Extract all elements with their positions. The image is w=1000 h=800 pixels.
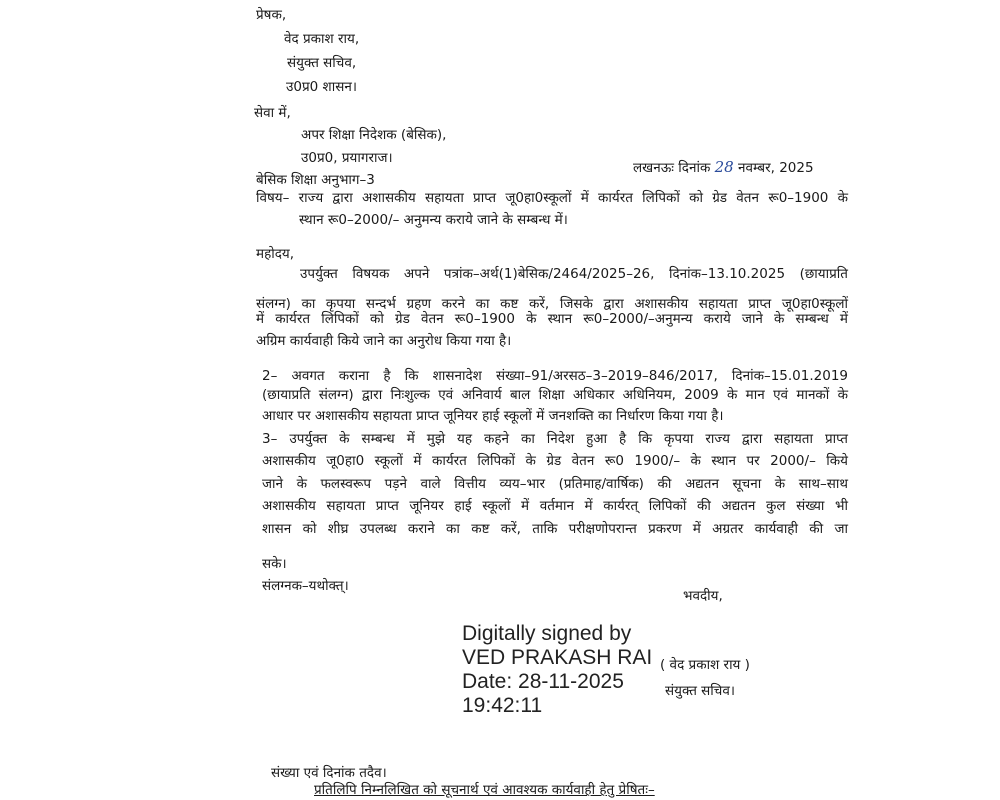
- para3-line-5: शासन को शीघ्र उपलब्ध कराने का कष्ट करें, ताकि परीक्षणोपरान्त प्रकरण में अग्रतर कार्यवाही की जा: [262, 521, 848, 537]
- closing-yours: भवदीय,: [683, 588, 723, 604]
- para1-line-1: उपर्युक्त विषयक अपने पत्रांक–अर्थ(1)बेसिक/2464/2025–26, दिनांक–13.10.2025 (छायाप्रति: [300, 266, 848, 282]
- salutation: महोदय,: [256, 246, 295, 262]
- sender-name: वेद प्रकाश राय,: [284, 31, 360, 47]
- reference-number-line: संख्या एवं दिनांक तदैव।: [271, 765, 387, 781]
- para2-line-2: (छायाप्रति संलग्न) द्वारा निःशुल्क एवं अनिवार्य बाल शिक्षा अधिकार अधिनियम, 2009 के मान एवं मानकों के: [262, 387, 848, 403]
- letter-date: [633, 159, 814, 177]
- para3-line-3: जाने के फलस्वरूप पड़ने वाले वित्तीय व्यय–भार (प्रतिमाह/वार्षिक) की अद्यतन सूचना के साथ–साथ: [262, 476, 848, 492]
- digital-signature-line-3: Date: 28-11-2025: [462, 670, 624, 693]
- copy-to-line: प्रतिलिपि निम्नलिखित को सूचनार्थ एवं आवश्यक कार्यवाही हेतु प्रेषितः–: [314, 782, 655, 798]
- subject-line-2: स्थान रू0–2000/– अनुमन्य कराये जाने के सम्बन्ध में।: [299, 212, 568, 228]
- subject-line-1: विषय– राज्य द्वारा अशासकीय सहायता प्राप्त जू0हा0स्कूलों में कार्यरत लिपिकों को ग्रेड वेतन रू0–1900 के: [256, 190, 848, 206]
- date-day-handwritten: 28: [714, 158, 734, 176]
- para1-line-2: संलग्न) का कृपया सन्दर्भ ग्रहण करने का कष्ट करें, जिसके द्वारा अशासकीय सहायता प्राप्त जू0हा0स्कूलों: [256, 296, 848, 312]
- digital-signature-line-2: VED PRAKASH RAI: [462, 646, 653, 669]
- section-name: बेसिक शिक्षा अनुभाग–3: [256, 172, 375, 188]
- date-prefix: लखनऊः दिनांक: [633, 160, 711, 176]
- recipient-title: अपर शिक्षा निदेशक (बेसिक),: [301, 127, 447, 143]
- para1-line-4: अग्रिम कार्यवाही किये जाने का अनुरोध किया गया है।: [256, 333, 512, 349]
- para3-line-4: अशासकीय सहायता प्राप्त जूनियर हाई स्कूलों में वर्तमान में कार्यरत् लिपिकों की अद्यतन कुल संख्या भी: [262, 498, 848, 514]
- para2-line-3: आधार पर अशासकीय सहायता प्राप्त जूनियर हाई स्कूलों में जनशक्ति का निर्धारण किया गया है।: [262, 408, 724, 424]
- sender-designation: संयुक्त सचिव,: [287, 55, 357, 71]
- para3-line-2: अशासकीय जू0हा0 स्कूलों में कार्यरत लिपिकों के ग्रेड वेतन रू0 1900/– के स्थान पर 2000/– किये: [262, 453, 848, 469]
- para3-line-6: सके।: [262, 556, 287, 572]
- sender-office: उ0प्र0 शासन।: [286, 79, 357, 95]
- recipient-heading: सेवा में,: [254, 105, 291, 121]
- recipient-location: उ0प्र0, प्रयागराज।: [301, 150, 393, 166]
- signatory-designation: संयुक्त सचिव।: [665, 683, 735, 699]
- enclosure-note: संलग्नक–यथोक्त्।: [262, 578, 349, 594]
- date-rest: नवम्बर, 2025: [738, 160, 814, 176]
- digital-signature-block: [462, 622, 652, 718]
- signatory-name: ( वेद प्रकाश राय ): [660, 657, 750, 673]
- para2-line-1: 2– अवगत कराना है कि शासनादेश संख्या–91/अरसठ–3–2019–846/2017, दिनांक–15.01.2019: [262, 368, 848, 384]
- digital-signature-line-1: Digitally signed by: [462, 622, 632, 645]
- sender-heading: प्रेषक,: [256, 7, 287, 23]
- digital-signature-line-4: 19:42:11: [462, 694, 543, 717]
- para3-line-1: 3– उपर्युक्त के सम्बन्ध में मुझे यह कहने का निदेश हुआ है कि कृपया राज्य द्वारा सहायता प्राप्त: [262, 431, 848, 447]
- para1-line-3: में कार्यरत लिपिकों को ग्रेड वेतन रू0–1900 के स्थान रू0–2000/–अनुमन्य कराये जाने के सम्बन्ध में: [256, 311, 848, 327]
